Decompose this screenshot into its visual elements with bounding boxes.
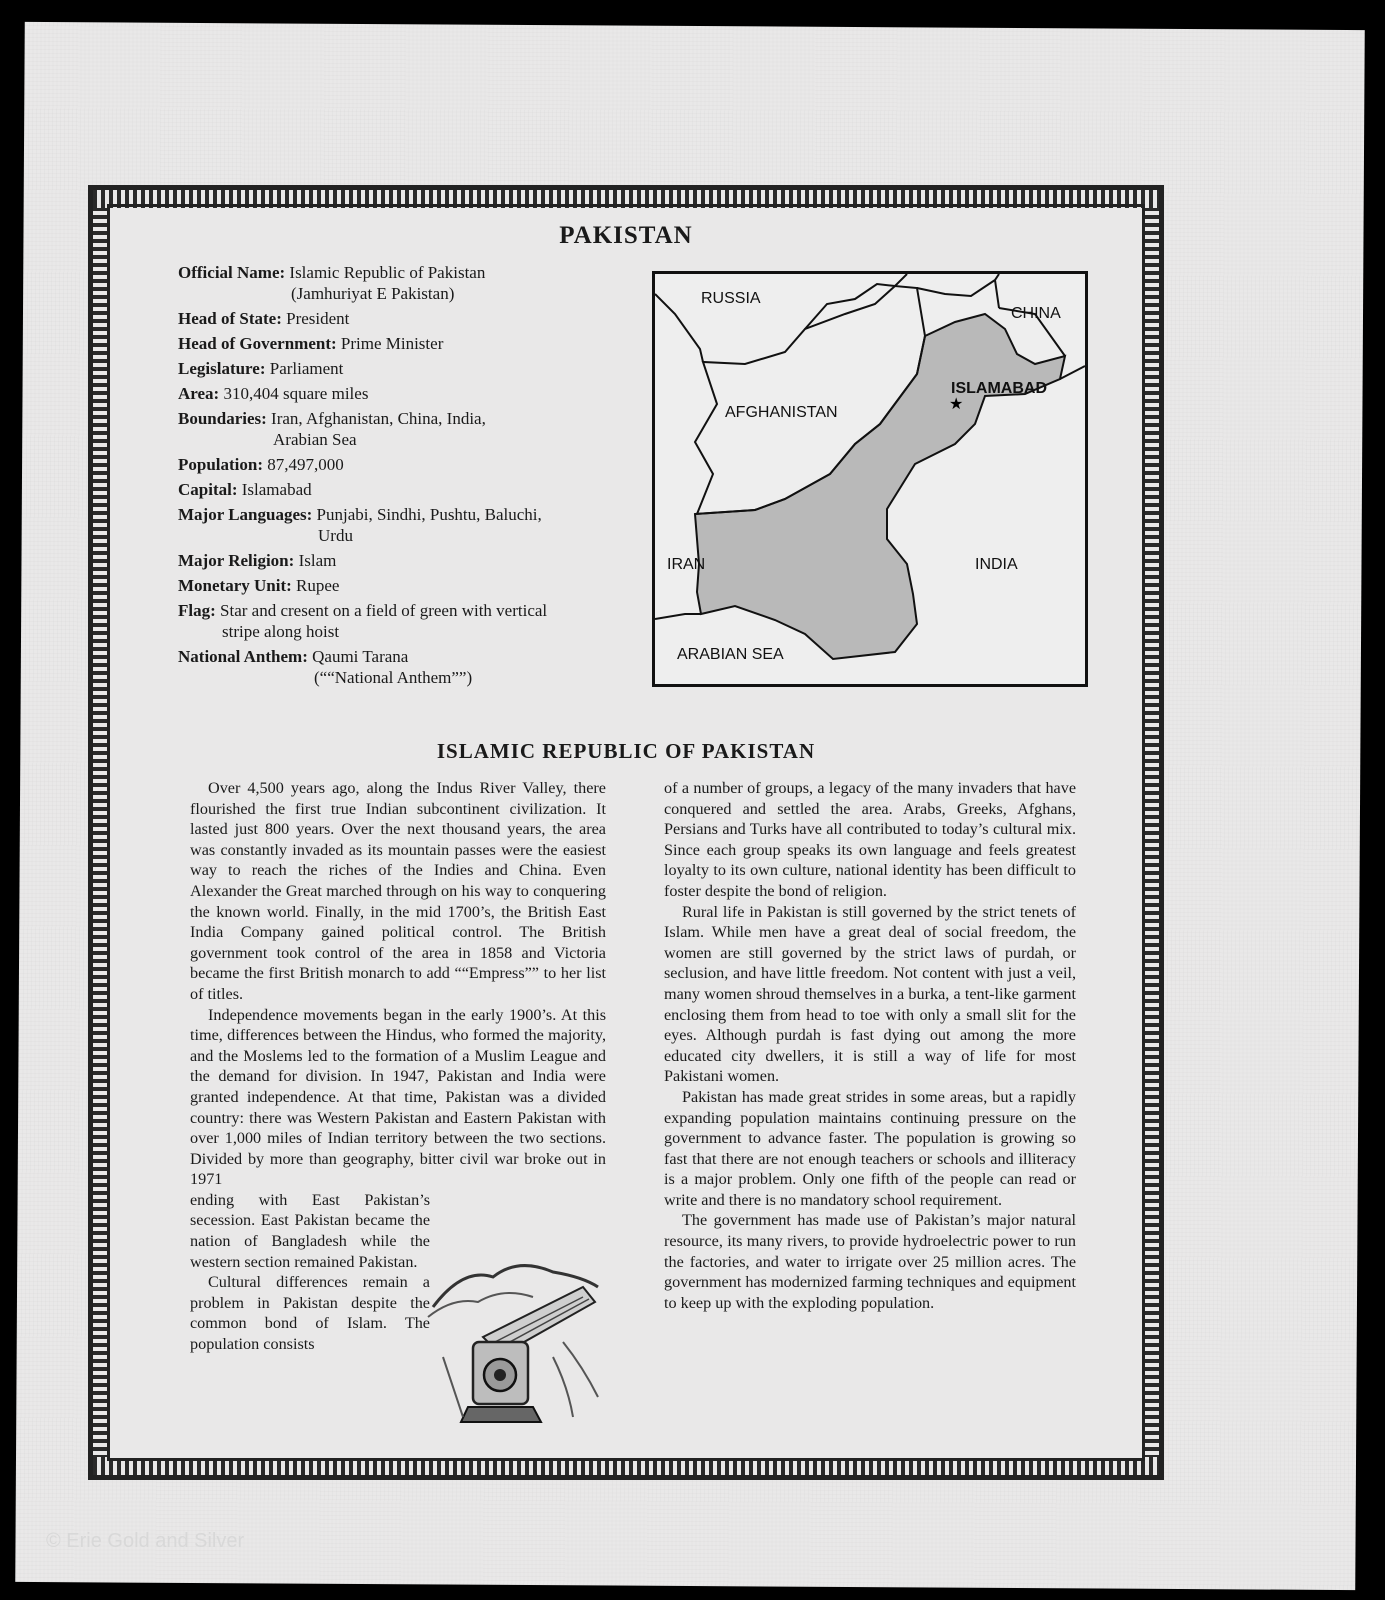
fact-row (178, 408, 628, 450)
fact-row (178, 550, 628, 571)
map-label-islamabad: ISLAMABAD (951, 380, 1047, 397)
fact-row (178, 308, 628, 329)
fact-label: Capital: (178, 480, 238, 499)
map-drawing (655, 274, 1085, 684)
paragraph: Rural life in Pakistan is still governed by the strict tenets of Islam. While men have a great deal of social freedom, the women are still governed by the strict laws of purdah, or seclusion, and have little freedom. Not content with just a veil, many women shroud themselves in a burka, a tent-like garment enclosing them from head to toe with only a small slit for the eyes. Although purdah is fast dying out among the more educated city dwellers, it is still a way of life for most Pakistani women. (664, 902, 1076, 1086)
fact-row (178, 333, 628, 354)
fact-value: Parliament (269, 359, 344, 378)
country-map (652, 271, 1088, 687)
fact-value: Islamic Republic of Pakistan (289, 263, 486, 282)
paragraph: Over 4,500 years ago, along the Indus River Valley, there flourished the first true Indian subcontinent civilization. It lasted just 800 years. Over the next thousand years, the area was constantly invaded as its mountain passes were the easiest way to reach the riches of the Indies and China. Even Alexander the Great marched through on his way to conquering the known world. Finally, in the mid 1700’s, the British East India Company gained political control. The British government took control of the area in 1858 and Victoria became the first British monarch to add ““Empress”” to her list of titles. (190, 779, 606, 1003)
paragraph: Independence movements began in the early 1900’s. At this time, differences between the Hindus, who formed the majority, and the Moslems led to the formation of a Muslim League and the demand for division. In 1947, Pakistan and India were granted independence. At that time, Pakistan was a divided country: there was Western Pakistan and Eastern Pakistan with over 1,000 miles of Indian territory between the two sections. Divided by more than geography, bitter civil war broke out in 1971 (190, 1005, 606, 1189)
fact-value: Islamabad (241, 480, 312, 499)
fact-value-continued: (““National Anthem””) (314, 668, 473, 687)
paragraph: Pakistan has made great strides in some areas, but a rapidly expanding population maintains continuing pressure on the government to advance faster. The population is growing so fast that there are not enough teachers or schools and illiteracy is a major problem. Only one fifth of the people can read or write and there is no mandatory school requirement. (664, 1087, 1076, 1209)
fact-label: Area: (178, 384, 220, 403)
fact-row (178, 479, 628, 500)
fact-label: Flag: (178, 601, 216, 620)
fact-value: Iran, Afghanistan, China, India, (271, 409, 486, 428)
paragraph: ending with East Pakistan’s secession. East Pakistan became the nation of Bangladesh while the western section remained Pakistan. (190, 1190, 430, 1271)
fact-value: Punjabi, Sindhi, Pushtu, Baluchi, (316, 505, 542, 524)
section-title: ISLAMIC REPUBLIC OF PAKISTAN (436, 739, 816, 763)
pakistan-region (695, 314, 1065, 659)
fact-row (178, 504, 628, 546)
fact-label: Major Religion: (178, 551, 295, 570)
fact-value: 310,404 square miles (223, 384, 369, 403)
russia-border (655, 274, 907, 362)
india-border (1060, 366, 1085, 379)
fact-value-continued: Urdu (318, 526, 353, 545)
fact-value: Islam (298, 551, 337, 570)
map-label-afghanistan: AFGHANISTAN (725, 404, 838, 421)
map-label-india: INDIA (975, 556, 1018, 573)
fact-value: Prime Minister (340, 334, 444, 353)
fact-value-continued: stripe along hoist (222, 622, 340, 641)
map-label-arabian-sea: ARABIAN SEA (677, 646, 784, 663)
capital-star-icon: ★ (949, 396, 964, 413)
fact-row (178, 262, 628, 304)
fact-label: National Anthem: (178, 647, 308, 666)
fact-label: Head of Government: (178, 334, 337, 353)
fact-row (178, 383, 628, 404)
right-text-column (664, 778, 1076, 1313)
fact-label: Boundaries: (178, 409, 267, 428)
fact-value-continued: Arabian Sea (273, 430, 357, 449)
map-label-russia: RUSSIA (701, 290, 761, 307)
paragraph: of a number of groups, a legacy of the many invaders that have conquered and settled the area. Arabs, Greeks, Afghans, Persians and Turks have all contributed to today’s cultural mix. Since each group speaks its own language and feels greatest loyalty to its own culture, national identity has been difficult to foster despite the bond of religion. (664, 779, 1076, 900)
fact-row (178, 600, 628, 642)
page-title: PAKISTAN (559, 222, 693, 249)
fact-label: Population: (178, 455, 264, 474)
fact-row (178, 358, 628, 379)
fact-value: Star and cresent on a field of green with vertical (220, 601, 548, 620)
paragraph: The government has made use of Pakistan’s major natural resource, its many rivers, to provide hydroelectric power to run the factories, and water to irrigate over 25 million acres. The government has modernized farming techniques and equipment to keep up with the exploding population. (664, 1211, 1076, 1312)
fact-value: President (286, 309, 350, 328)
paragraph: Cultural differences remain a problem in Pakistan despite the common bond of Islam. The population consists (190, 1273, 430, 1354)
fact-value: Qaumi Tarana (312, 647, 409, 666)
fact-value: Rupee (296, 576, 340, 595)
country-facts-list (178, 262, 628, 692)
fact-value: 87,497,000 (267, 455, 344, 474)
map-label-iran: IRAN (667, 556, 706, 573)
fact-label: Legislature: (178, 359, 266, 378)
map-label-china: CHINA (1011, 305, 1061, 322)
fact-row (178, 454, 628, 475)
copyright-watermark: © Erie Gold and Silver (46, 1530, 245, 1552)
fact-label: Head of State: (178, 309, 282, 328)
fact-row (178, 575, 628, 596)
fact-value-continued: (Jamhuriyat E Pakistan) (291, 284, 455, 303)
iran-coast (655, 614, 701, 619)
fact-label: Major Languages: (178, 505, 313, 524)
fact-row (178, 646, 628, 688)
fact-label: Official Name: (178, 263, 286, 282)
fact-label: Monetary Unit: (178, 576, 292, 595)
train-illustration (423, 1247, 603, 1427)
